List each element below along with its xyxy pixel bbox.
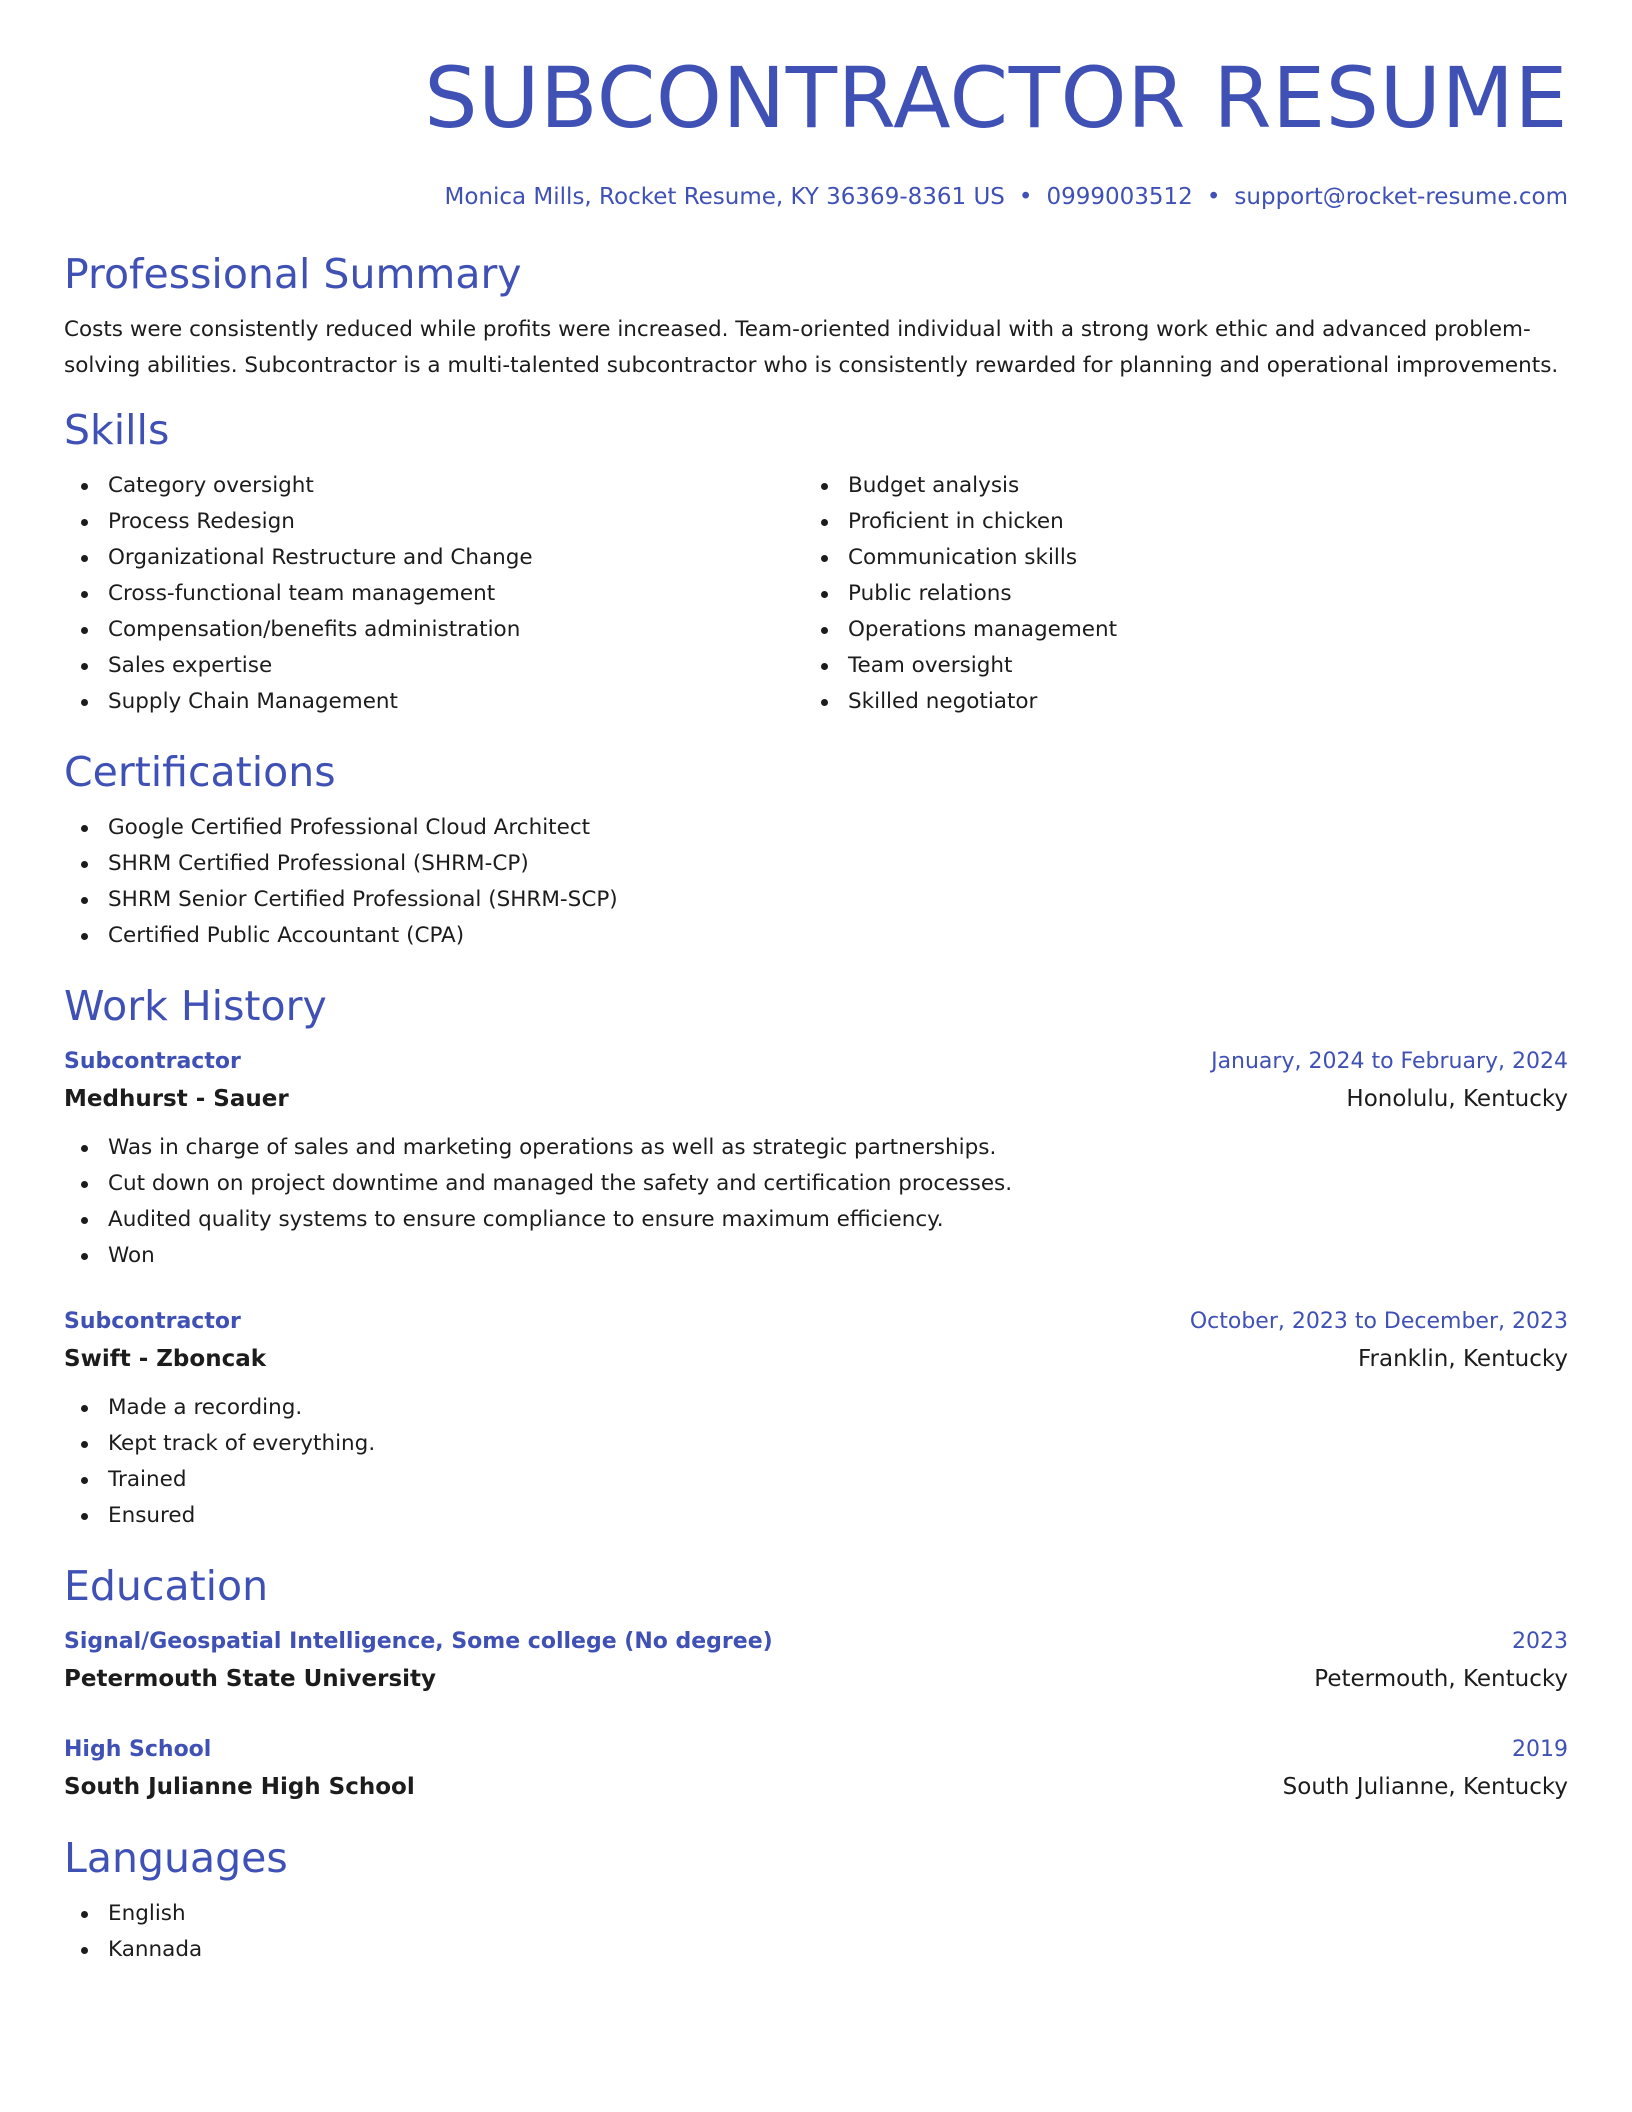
- job-role: Subcontractor: [64, 1309, 241, 1334]
- job-bullet: Cut down on project downtime and managed the safety and certification processes.: [64, 1166, 1568, 1202]
- job-company: Medhurst - Sauer: [64, 1086, 289, 1112]
- job-header: [64, 1304, 1568, 1340]
- education-subheader: [64, 1660, 1568, 1698]
- job-bullet: Won: [64, 1238, 1568, 1274]
- job-subheader: [64, 1080, 1568, 1118]
- job-bullets: [64, 1130, 1568, 1274]
- languages-section: [64, 1832, 1568, 1968]
- certifications-section: [64, 746, 1568, 954]
- skill-item: Public relations: [804, 576, 1544, 612]
- job-entry: [64, 1044, 1568, 1274]
- skill-item: Skilled negotiator: [804, 684, 1544, 720]
- certifications-list: [64, 810, 1568, 954]
- skill-item: Operations management: [804, 612, 1544, 648]
- education-year: 2023: [1512, 1629, 1568, 1654]
- skills-section: [64, 404, 1568, 720]
- job-subheader: [64, 1340, 1568, 1378]
- skill-item: Budget analysis: [804, 468, 1544, 504]
- job-bullets: [64, 1390, 1568, 1534]
- job-location: Honolulu, Kentucky: [1346, 1086, 1568, 1112]
- contact-phone: 0999003512: [1046, 184, 1193, 210]
- skill-item: Compensation/benefits administration: [64, 612, 804, 648]
- education-school: Petermouth State University: [64, 1666, 437, 1692]
- education-entry: [64, 1624, 1568, 1698]
- education-entry: [64, 1732, 1568, 1806]
- languages-list: [64, 1896, 1568, 1968]
- certifications-heading: Certifications: [64, 748, 336, 796]
- contact-email: support@rocket-resume.com: [1234, 184, 1568, 210]
- language-item: Kannada: [64, 1932, 1568, 1968]
- job-location: Franklin, Kentucky: [1358, 1346, 1568, 1372]
- summary-heading: Professional Summary: [64, 250, 522, 298]
- skill-item: Supply Chain Management: [64, 684, 804, 720]
- skill-item: Team oversight: [804, 648, 1544, 684]
- contact-line: [64, 182, 1568, 212]
- job-header: [64, 1044, 1568, 1080]
- summary-text: Costs were consistently reduced while profits were increased. Team-oriented individual with a strong work ethic and advanced problem-solving abilities. Subcontractor is a multi-talented subcontractor who is consistently rewarded for planning and operational improvements.: [64, 317, 1559, 378]
- certification-item: Google Certified Professional Cloud Architect: [64, 810, 1568, 846]
- skills-list-right: [804, 468, 1544, 720]
- job-entry: [64, 1304, 1568, 1534]
- education-header: [64, 1732, 1568, 1768]
- education-school: South Julianne High School: [64, 1774, 415, 1800]
- skill-item: Cross-functional team management: [64, 576, 804, 612]
- certification-item: SHRM Senior Certified Professional (SHRM-SCP): [64, 882, 1568, 918]
- skill-item: Category oversight: [64, 468, 804, 504]
- job-role: Subcontractor: [64, 1049, 241, 1074]
- work-heading: Work History: [64, 982, 327, 1030]
- job-dates: January, 2024 to February, 2024: [1211, 1049, 1568, 1074]
- job-bullet: Ensured: [64, 1498, 1568, 1534]
- contact-address: Monica Mills, Rocket Resume, KY 36369-8361 US: [444, 184, 1005, 210]
- education-heading: Education: [64, 1562, 269, 1610]
- certification-item: SHRM Certified Professional (SHRM-CP): [64, 846, 1568, 882]
- summary-section: [64, 248, 1568, 384]
- education-header: [64, 1624, 1568, 1660]
- education-degree: Signal/Geospatial Intelligence, Some college (No degree): [64, 1629, 773, 1654]
- education-subheader: [64, 1768, 1568, 1806]
- education-year: 2019: [1512, 1737, 1568, 1762]
- skill-item: Sales expertise: [64, 648, 804, 684]
- job-bullet: Audited quality systems to ensure compliance to ensure maximum efficiency.: [64, 1202, 1568, 1238]
- bullet-separator: •: [1206, 184, 1221, 210]
- skill-item: Process Redesign: [64, 504, 804, 540]
- languages-heading: Languages: [64, 1834, 288, 1882]
- education-location: Petermouth, Kentucky: [1314, 1666, 1568, 1692]
- bullet-separator: •: [1018, 184, 1033, 210]
- language-item: English: [64, 1896, 1568, 1932]
- job-bullet: Was in charge of sales and marketing operations as well as strategic partnerships.: [64, 1130, 1568, 1166]
- education-location: South Julianne, Kentucky: [1282, 1774, 1568, 1800]
- skills-grid: [64, 468, 1568, 720]
- skill-item: Proficient in chicken: [804, 504, 1544, 540]
- job-company: Swift - Zboncak: [64, 1346, 267, 1372]
- job-bullet: Kept track of everything.: [64, 1426, 1568, 1462]
- skills-heading: Skills: [64, 406, 170, 454]
- work-section: [64, 980, 1568, 1534]
- job-dates: October, 2023 to December, 2023: [1189, 1309, 1568, 1334]
- skills-list-left: [64, 468, 804, 720]
- education-section: [64, 1560, 1568, 1806]
- skill-item: Organizational Restructure and Change: [64, 540, 804, 576]
- resume-title: SUBCONTRACTOR RESUME: [424, 49, 1568, 147]
- certification-item: Certified Public Accountant (CPA): [64, 918, 1568, 954]
- job-bullet: Made a recording.: [64, 1390, 1568, 1426]
- skill-item: Communication skills: [804, 540, 1544, 576]
- education-degree: High School: [64, 1737, 212, 1762]
- job-bullet: Trained: [64, 1462, 1568, 1498]
